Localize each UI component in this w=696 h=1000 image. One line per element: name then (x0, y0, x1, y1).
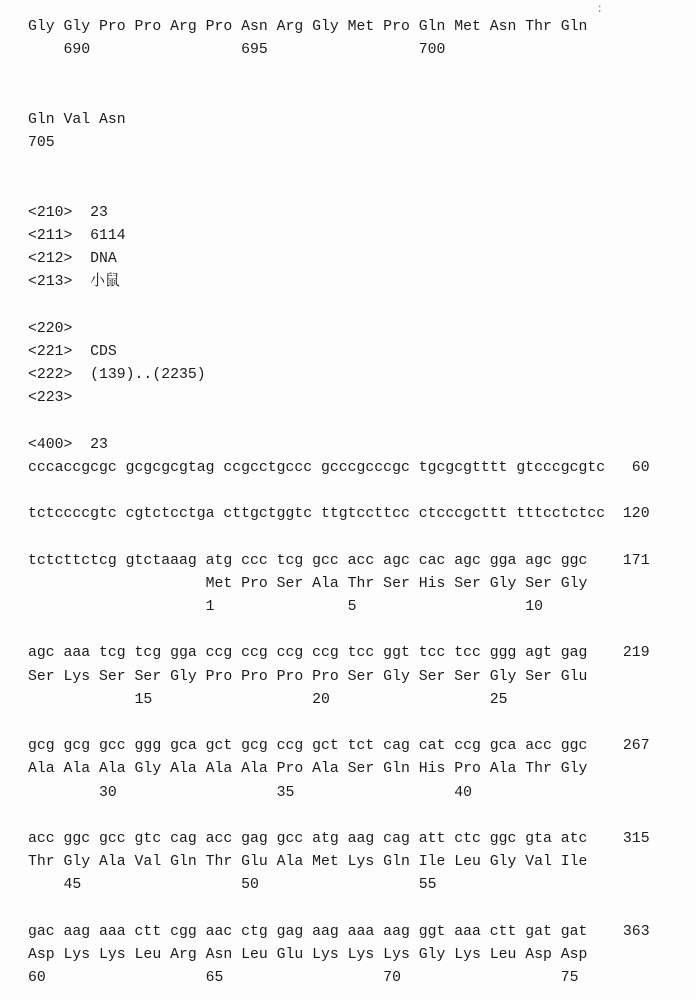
tag-line: <211> 6114 (28, 227, 126, 244)
blank-line (28, 619, 650, 642)
tag-line: <222> (139)..(2235) (28, 366, 206, 383)
residue-number-line: 30 35 40 (28, 784, 472, 801)
amino-acid-line: Ala Ala Ala Gly Ala Ala Ala Pro Ala Ser Gln His Pro Ala Thr Gly (28, 761, 588, 778)
tag-line: <400> 23 (28, 436, 108, 453)
dna-sequence-line: tctccccgtc cgtctcctga cttgctggtc ttgtccttcc ctcccgcttt tttcctctcc 120 (28, 506, 650, 523)
amino-acid-line: Ser Lys Ser Ser Gly Pro Pro Pro Pro Ser Gly Ser Ser Gly Ser Glu (28, 668, 588, 685)
blank-line (28, 805, 650, 828)
protein-sequence-line: Gly Gly Pro Pro Arg Pro Asn Arg Gly Met Pro Gln Met Asn Thr Gln (28, 19, 588, 35)
codon-line: gac aag aaa ctt cgg aac ctg gag aag aaa aag ggt aaa ctt gat gat 363 (28, 923, 650, 940)
sequence-listing-text (28, 16, 650, 990)
codon-line: agc aaa tcg tcg gga ccg ccg ccg ccg tcc ggt tcc tcc ggg agt gag 219 (28, 645, 650, 662)
protein-sequence-line: Gln Val Asn (28, 111, 126, 128)
blank-line (28, 155, 650, 178)
blank-line (28, 410, 650, 433)
blank-line (28, 294, 650, 317)
codon-line: acc ggc gcc gtc cag acc gag gcc atg aag cag att ctc ggc gta atc 315 (28, 830, 650, 847)
blank-line (28, 62, 650, 85)
amino-acid-line: Asp Lys Lys Leu Arg Asn Leu Glu Lys Lys Lys Gly Lys Leu Asp Asp (28, 946, 588, 963)
blank-line (28, 526, 650, 549)
residue-number-line: 690 695 700 (28, 42, 446, 59)
blank-line (28, 898, 650, 921)
residue-number-line: 60 65 70 75 (28, 970, 579, 987)
blank-line (28, 86, 650, 109)
blank-line (28, 178, 650, 201)
tag-line: <210> 23 (28, 204, 108, 221)
dna-sequence-line: cccaccgcgc gcgcgcgtag ccgcctgccc gcccgcccgc tgcgcgtttt gtcccgcgtc 60 (28, 459, 650, 476)
blank-line (28, 480, 650, 503)
tag-line: <220> (28, 320, 73, 337)
tag-line: <221> CDS (28, 343, 117, 360)
codon-line: gcg gcg gcc ggg gca gct gcg ccg gct tct cag cat ccg gca acc ggc 267 (28, 738, 650, 755)
tag-line: <223> (28, 390, 73, 407)
amino-acid-line: Met Pro Ser Ala Thr Ser His Ser Gly Ser Gly (28, 575, 588, 592)
residue-number-line: 45 50 55 (28, 877, 437, 894)
residue-number-line: 15 20 25 (28, 691, 508, 708)
tag-line: <213> 小鼠 (28, 274, 120, 291)
tag-line: <212> DNA (28, 250, 117, 267)
amino-acid-line: Thr Gly Ala Val Gln Thr Glu Ala Met Lys Gln Ile Leu Gly Val Ile (28, 854, 588, 871)
scan-artifact-speck: : (596, 2, 604, 16)
codon-line: tctcttctcg gtctaaag atg ccc tcg gcc acc agc cac agc gga agc ggc 171 (28, 552, 650, 569)
residue-number-line: 705 (28, 134, 55, 151)
residue-number-line: 1 5 10 (28, 598, 544, 615)
blank-line (28, 712, 650, 735)
